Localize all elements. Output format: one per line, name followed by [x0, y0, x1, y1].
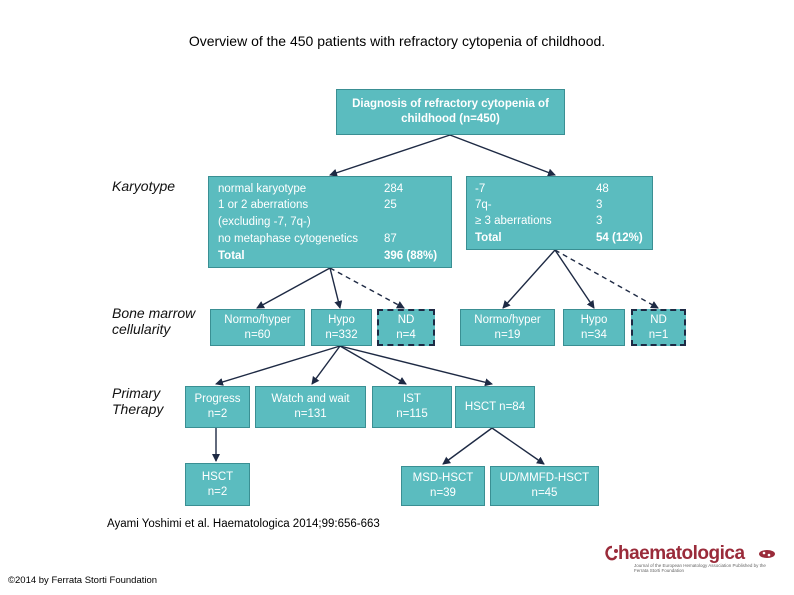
hsct-n: n=39	[430, 487, 456, 499]
therapy-n: n=131	[294, 408, 327, 420]
therapy-hsct	[455, 386, 535, 428]
hsct-label: UD/MMFD-HSCT	[499, 472, 590, 484]
bm-right-hypo	[563, 309, 625, 346]
therapy-watch-and-wait	[255, 386, 366, 428]
bm-n: n=34	[581, 328, 607, 341]
bm-label: ND	[397, 313, 415, 326]
citation: Ayami Yoshimi et al. Haematologica 2014;99:656-663	[107, 518, 380, 530]
row-label-bone-marrow: Bone marrow cellularity	[112, 305, 196, 337]
kl-row-label: no metaphase cytogenetics	[218, 233, 359, 245]
bm-right-nd	[631, 309, 686, 346]
therapy-label: Watch and wait	[271, 393, 350, 405]
logo-wordmark: haematologica	[618, 543, 745, 564]
logo-subtitle: Journal of the European Hematology Association Published by the Ferrata Storti Foundation	[634, 563, 766, 573]
therapy-n: n=115	[396, 408, 428, 420]
bm-left-hypo	[311, 309, 372, 346]
therapy-progress	[185, 386, 250, 428]
kr-row-value: 48	[596, 183, 609, 195]
kr-row-label: 7q-	[475, 199, 492, 211]
kl-row-value: 284	[384, 183, 404, 195]
kl-row-label: normal karyotype	[218, 183, 307, 195]
hsct-n: n=2	[207, 485, 228, 498]
row-label-primary-therapy: Primary Therapy	[112, 385, 164, 417]
bm-n: n=332	[325, 328, 358, 341]
kr-total-label: Total	[475, 232, 502, 244]
bm-n: n=1	[648, 328, 669, 341]
bm-left-normo-hyper	[210, 309, 305, 346]
kl-row-label: 1 or 2 aberrations	[218, 199, 309, 211]
hsct-msd-node	[401, 466, 485, 506]
bm-label: Normo/hyper	[474, 313, 541, 326]
haematologica-logo	[604, 541, 774, 577]
bm-left-nd	[377, 309, 435, 346]
hsct-label: HSCT	[201, 470, 234, 483]
hsct-ud-mmfd-node	[490, 466, 599, 506]
copyright: ©2014 by Ferrata Storti Foundation	[8, 575, 158, 586]
logo-emblem-icon	[758, 548, 776, 560]
row-label-karyotype: Karyotype	[112, 178, 176, 194]
kl-row-value: 25	[384, 199, 397, 211]
bm-n: n=4	[396, 328, 416, 341]
kr-total-value: 54 (12%)	[596, 232, 643, 244]
bm-label: Hypo	[580, 313, 608, 326]
bm-n: n=60	[244, 328, 271, 341]
kr-row-label: ≥ 3 aberrations	[475, 215, 552, 227]
hsct-progress-node	[185, 463, 250, 506]
figure-title: Overview of the 450 patients with refractory cytopenia of childhood.	[188, 33, 606, 49]
kl-row-value: 87	[384, 233, 397, 245]
kr-row-label: -7	[475, 183, 486, 195]
kl-row-label: (excluding -7, 7q-)	[218, 216, 311, 228]
bm-n: n=19	[494, 328, 521, 341]
therapy-n: n=2	[207, 408, 228, 420]
kl-total-value: 396 (88%)	[384, 250, 438, 262]
root-node	[336, 89, 565, 135]
bm-label: ND	[650, 313, 667, 326]
karyotype-right-node	[466, 176, 653, 250]
bm-right-normo-hyper	[460, 309, 555, 346]
kr-row-value: 3	[596, 199, 603, 211]
therapy-ist	[372, 386, 452, 428]
therapy-label: IST	[403, 393, 421, 405]
bm-label: Normo/hyper	[224, 313, 291, 326]
therapy-label: HSCT n=84	[464, 400, 526, 413]
hsct-label: MSD-HSCT	[412, 472, 474, 484]
kr-row-value: 3	[596, 215, 603, 227]
hsct-n: n=45	[531, 487, 558, 499]
root-line1: Diagnosis of refractory cytopenia of	[352, 98, 549, 110]
root-line2: childhood (n=450)	[401, 113, 500, 125]
therapy-label: Progress	[194, 393, 241, 405]
bm-label: Hypo	[328, 313, 355, 326]
karyotype-left-node	[208, 176, 452, 268]
kl-total-label: Total	[218, 250, 245, 262]
